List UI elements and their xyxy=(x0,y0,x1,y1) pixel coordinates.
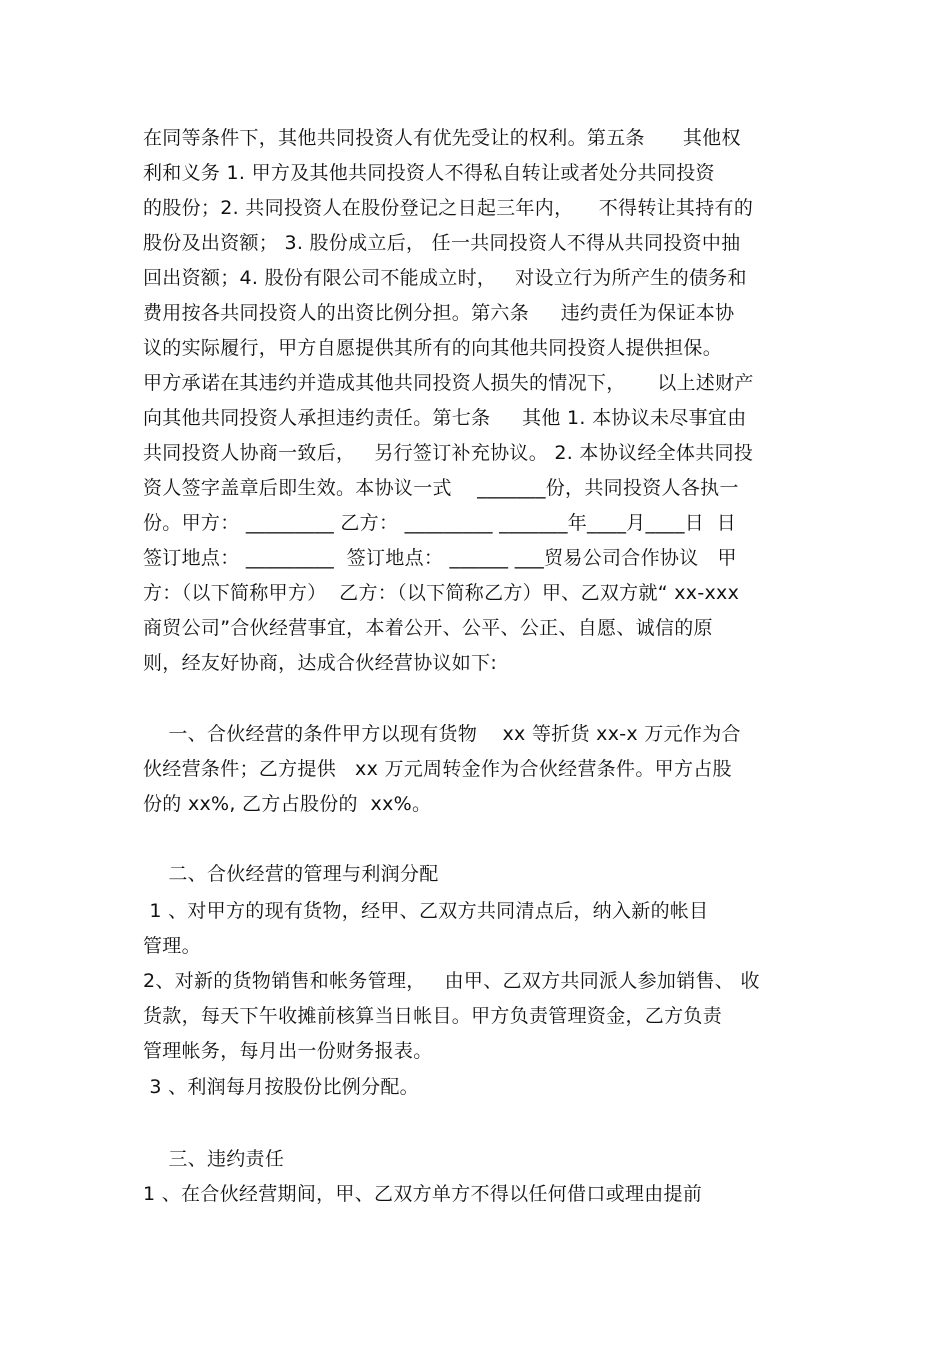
text-line: 商贸公司”合伙经营事宜，本着公开、公平、公正、自愿、诚信的原 xyxy=(143,617,713,639)
text-line: 份的 xx%, 乙方占股份的 xx%。 xyxy=(143,793,432,815)
text-line: 2、对新的货物销售和帐务管理， 由甲、乙双方共同派人参加销售、 收 xyxy=(143,970,760,992)
text-line: 管理帐务，每月出一份财务报表。 xyxy=(143,1040,433,1062)
text-line: 议的实际履行，甲方自愿提供其所有的向其他共同投资人提供担保。 xyxy=(143,337,723,359)
text-line: 1 、在合伙经营期间，甲、乙双方单方不得以任何借口或理由提前 xyxy=(143,1183,703,1205)
text-line: 3 、利润每月按股份比例分配。 xyxy=(143,1076,419,1098)
text-line: 向其他共同投资人承担违约责任。第七条 其他 1. 本协议未尽事宜由 xyxy=(143,407,747,429)
text-line: 在同等条件下，其他共同投资人有优先受让的权利。第五条 其他权 xyxy=(143,127,741,149)
text-line: 签订地点： _________ 签订地点： ______ ___贸易公司合作协议 甲 xyxy=(143,547,737,569)
text-line: 股份及出资额； 3. 股份成立后， 任一共同投资人不得从共同投资中抽 xyxy=(143,232,741,254)
text-line: 甲方承诺在其违约并造成其他共同投资人损失的情况下， 以上述财产 xyxy=(143,372,754,394)
text-line: 份。甲方： _________ 乙方： _________ _______年____月____日 日 xyxy=(143,512,737,534)
text-line: 1 、对甲方的现有货物，经甲、乙双方共同清点后，纳入新的帐目 xyxy=(143,900,709,922)
section-heading: 三、违约责任 xyxy=(143,1148,285,1170)
text-line: 伙经营条件；乙方提供 xx 万元周转金作为合伙经营条件。甲方占股 xyxy=(143,758,732,780)
text-line: 方：（以下简称甲方） 乙方：（以下简称乙方）甲、乙双方就“ xx-xxx xyxy=(143,582,740,604)
text-line: 资人签字盖章后即生效。本协议一式 _______份，共同投资人各执一 xyxy=(143,477,739,499)
text-line: 货款，每天下午收摊前核算当日帐目。甲方负责管理资金，乙方负责 xyxy=(143,1005,723,1027)
text-line: 则，经友好协商，达成合伙经营协议如下: xyxy=(143,652,498,674)
text-line: 一、合伙经营的条件甲方以现有货物 xx 等折货 xx-x 万元作为合 xyxy=(143,723,741,745)
text-line: 利和义务 1. 甲方及其他共同投资人不得私自转让或者处分共同投资 xyxy=(143,162,715,184)
section-heading: 二、合伙经营的管理与利润分配 xyxy=(143,863,439,885)
text-line: 回出资额；4. 股份有限公司不能成立时， 对设立行为所产生的债务和 xyxy=(143,267,747,289)
text-line: 的股份；2. 共同投资人在股份登记之日起三年内， 不得转让其持有的 xyxy=(143,197,754,219)
text-line: 费用按各共同投资人的出资比例分担。第六条 违约责任为保证本协 xyxy=(143,302,735,324)
text-line: 共同投资人协商一致后， 另行签订补充协议。 2. 本协议经全体共同投 xyxy=(143,442,754,464)
text-line: 管理。 xyxy=(143,935,201,957)
